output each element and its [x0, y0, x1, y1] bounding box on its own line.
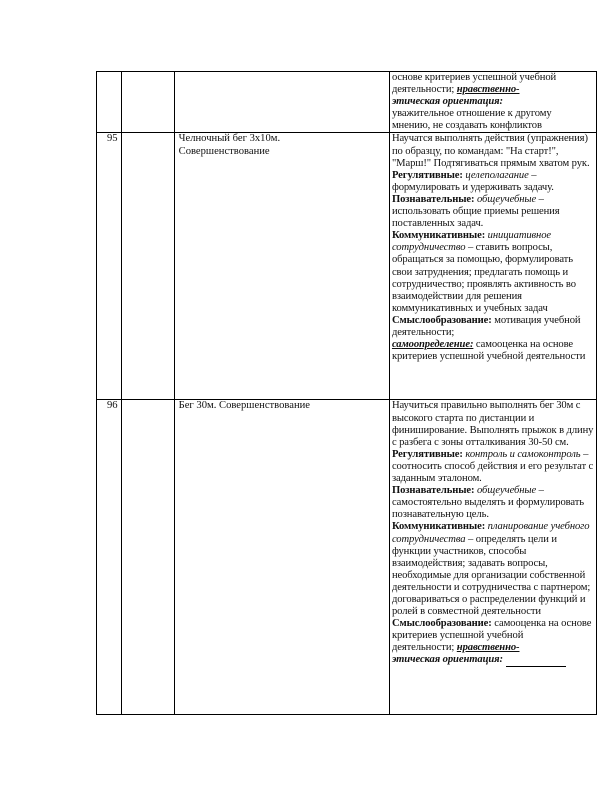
results-intro: Научиться правильно выполнять бег 30м с высокого старта по дистанции и финиширование. Выполнять прыжок в длину с разбега с зоны отталкивания 30-50 см.: [391, 400, 594, 448]
empty-cell: [121, 72, 174, 133]
results-meaning: Смыслообразование: самооценка на основе критериев успешной учебной: [391, 618, 592, 642]
table-row: [97, 72, 597, 133]
results-regulative: Регулятивные: контроль и самоконтроль – соотносить способ действия и его результат с заданным эталоном.: [391, 448, 594, 485]
empty-cell: [121, 400, 174, 715]
results-cognitive: Познавательные: общеучебные – самостоятельно выделять и формулировать познавательную цель.: [391, 485, 584, 521]
lesson-results-cell: [389, 72, 596, 133]
results-intro: Научатся выполнять действия (упражнения) по образцу, по командам: "На старт!", "Марш!" Подтягиваться прямым хватом рук.: [391, 133, 590, 169]
results-line: уважительное отношение к другому: [391, 108, 552, 120]
results-line: основе критериев успешной учебной: [391, 72, 557, 83]
lesson-plan-table: [96, 71, 597, 715]
table-row: [97, 400, 597, 715]
lesson-topic-cell: Бег 30м. Совершенствование: [174, 400, 389, 715]
table-row: [97, 133, 597, 400]
lesson-topic-cell: Челночный бег 3х10м. Совершенствование: [174, 133, 389, 400]
results-line: мнению, не создавать конфликтов: [391, 120, 542, 132]
results-line: этическая ориентация:: [391, 96, 503, 108]
results-cognitive: Познавательные: общеучебные – использовать общие приемы решения поставленных задач.: [391, 193, 560, 230]
lesson-number-cell: 95: [97, 133, 122, 400]
lesson-results-cell: [389, 400, 596, 715]
results-self-determination: самоопределение: самооценка на основе критериев успешной учебной деятельности: [391, 339, 586, 363]
results-line: этическая ориентация:: [392, 654, 594, 666]
lesson-number-cell: 96: [97, 400, 122, 715]
results-communicative: Коммуникативные: планирование учебного сотрудничества – определять цели и функции участников, способы взаимодействия; задавать вопросы, необходимые для организации собственной деятельности и сотрудничества с партнером; договариваться о распределении функций и ролей в совместной деятельности: [391, 521, 591, 618]
results-meaning: Смыслообразование: мотивация учебной деятельности;: [391, 314, 581, 338]
results-regulative: Регулятивные: целеполагание – формулировать и удерживать задачу.: [391, 169, 554, 193]
lesson-results-cell: [389, 133, 596, 400]
results-line: деятельности; нравственно-: [391, 642, 520, 654]
results-communicative: Коммуникативные: инициативное сотрудничество – ставить вопросы, обращаться за помощью, формулировать свои затруднения; предлагать помощь и сотрудничество; проявлять активность во взаимодействии для решения коммуникативных и учебных задач: [391, 230, 576, 314]
results-line: деятельности; нравственно-: [391, 84, 520, 96]
lesson-number-cell: [97, 72, 122, 133]
empty-cell: [121, 133, 174, 400]
underline-rule: [506, 665, 566, 667]
lesson-topic-cell: [174, 72, 389, 133]
